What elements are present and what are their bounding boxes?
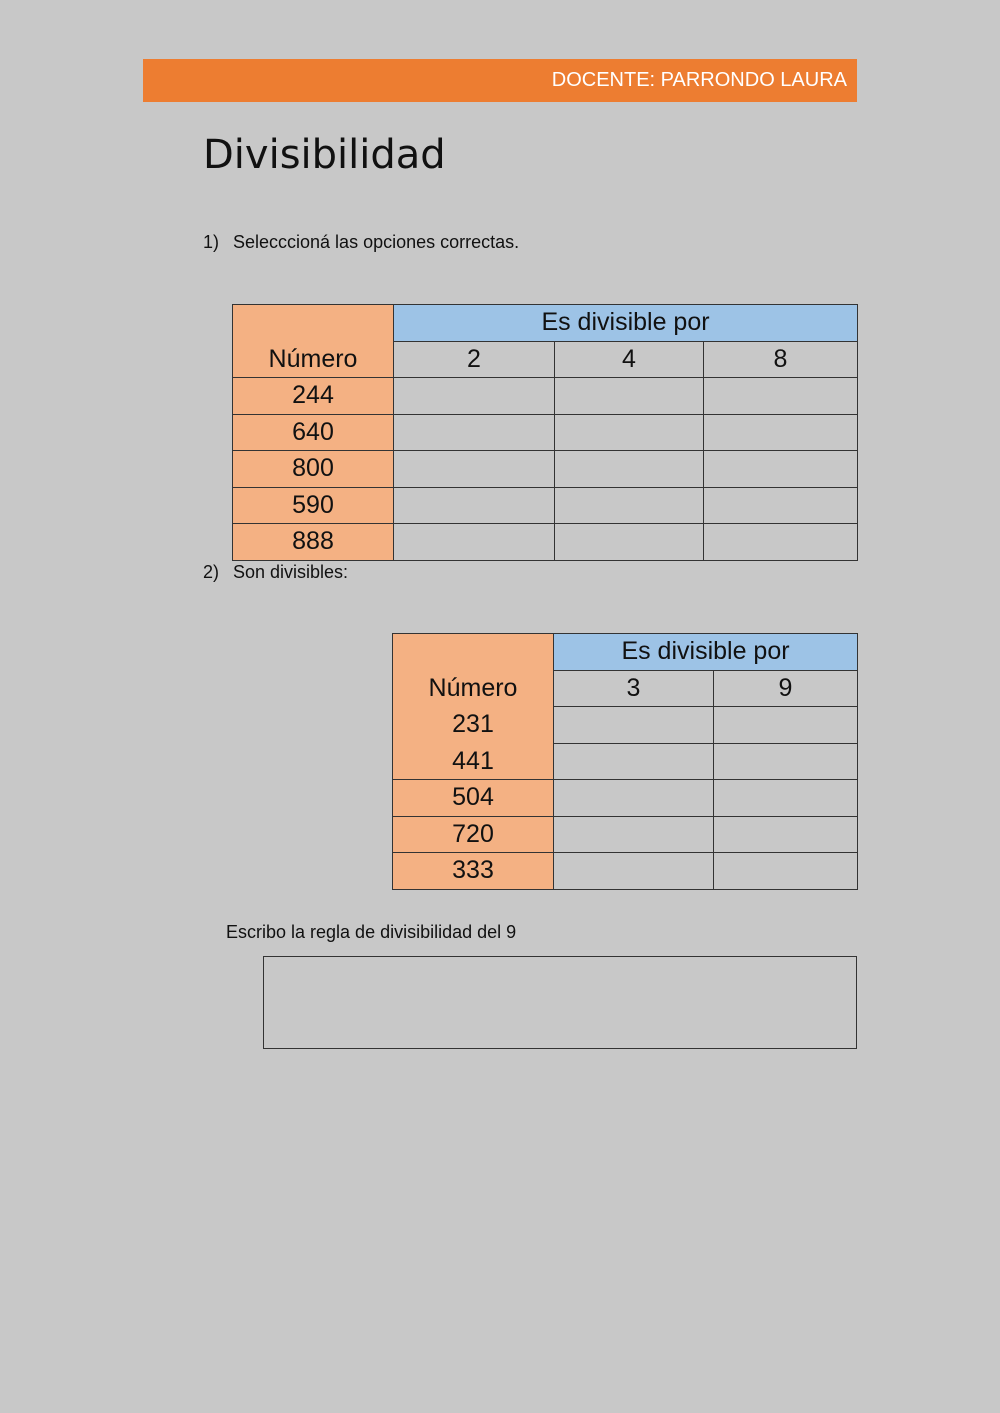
answer-cell[interactable] <box>704 378 858 415</box>
answer-cell[interactable] <box>555 487 704 524</box>
table-row <box>393 743 858 780</box>
header-bar <box>143 59 857 102</box>
exercise-2-prompt: Son divisibles: <box>233 562 349 582</box>
answer-cell[interactable] <box>714 816 858 853</box>
table-row <box>233 414 858 451</box>
exercise-3-instruction: Escribo la regla de divisibilidad del 9 <box>226 922 517 942</box>
answer-cell[interactable] <box>394 378 555 415</box>
table2-divisor-header: 3 <box>554 670 714 707</box>
exercise-1-number: 1) <box>203 232 220 252</box>
table1-divisor-header: 8 <box>704 341 858 378</box>
divisibility-table-1 <box>232 304 858 561</box>
page-title: Divisibilidad <box>203 132 446 178</box>
table2-corner-cell <box>393 634 554 671</box>
table1-divisor-header: 2 <box>394 341 555 378</box>
table-row <box>393 816 858 853</box>
answer-cell[interactable] <box>555 451 704 488</box>
table2-number-cell: 333 <box>393 853 554 890</box>
table2-divisor-header: 9 <box>714 670 858 707</box>
table2-row-header: Número <box>393 670 554 707</box>
table-row <box>393 853 858 890</box>
table1-number-cell: 888 <box>233 524 394 561</box>
table2-number-cell: 504 <box>393 780 554 817</box>
table1-number-cell: 800 <box>233 451 394 488</box>
answer-cell[interactable] <box>704 451 858 488</box>
answer-cell[interactable] <box>394 524 555 561</box>
table2-number-cell: 720 <box>393 816 554 853</box>
answer-cell[interactable] <box>704 487 858 524</box>
answer-cell[interactable] <box>704 524 858 561</box>
exercise-1-prompt: Selecccioná las opciones correctas. <box>233 232 520 252</box>
answer-cell[interactable] <box>394 451 555 488</box>
table2-group-header: Es divisible por <box>554 634 858 671</box>
table1-corner-cell <box>233 305 394 342</box>
answer-cell[interactable] <box>554 707 714 744</box>
answer-cell[interactable] <box>394 487 555 524</box>
answer-cell[interactable] <box>714 743 858 780</box>
answer-cell[interactable] <box>554 780 714 817</box>
teacher-name: DOCENTE: PARRONDO LAURA <box>551 69 847 91</box>
answer-cell[interactable] <box>704 414 858 451</box>
exercise-1-instruction <box>203 230 519 254</box>
answer-cell[interactable] <box>714 853 858 890</box>
table-row <box>233 524 858 561</box>
table2-number-cell: 441 <box>393 743 554 780</box>
answer-cell[interactable] <box>555 378 704 415</box>
exercise-2-number: 2) <box>203 562 220 582</box>
table-row <box>233 451 858 488</box>
answer-cell[interactable] <box>554 853 714 890</box>
answer-cell[interactable] <box>554 816 714 853</box>
table-row <box>393 707 858 744</box>
table1-group-header: Es divisible por <box>394 305 858 342</box>
table-row <box>233 487 858 524</box>
table1-number-cell: 640 <box>233 414 394 451</box>
table-row <box>393 780 858 817</box>
table1-number-cell: 590 <box>233 487 394 524</box>
table1-divisor-header: 4 <box>555 341 704 378</box>
answer-cell[interactable] <box>555 414 704 451</box>
answer-cell[interactable] <box>555 524 704 561</box>
answer-cell[interactable] <box>714 780 858 817</box>
table1-number-cell: 244 <box>233 378 394 415</box>
divisibility-rule-answer-box[interactable] <box>263 956 857 1049</box>
table-row <box>233 378 858 415</box>
answer-cell[interactable] <box>714 707 858 744</box>
table2-number-cell: 231 <box>393 707 554 744</box>
exercise-2-instruction <box>203 560 348 584</box>
answer-cell[interactable] <box>554 743 714 780</box>
answer-cell[interactable] <box>394 414 555 451</box>
divisibility-table-2 <box>392 633 858 890</box>
table1-row-header: Número <box>233 341 394 378</box>
